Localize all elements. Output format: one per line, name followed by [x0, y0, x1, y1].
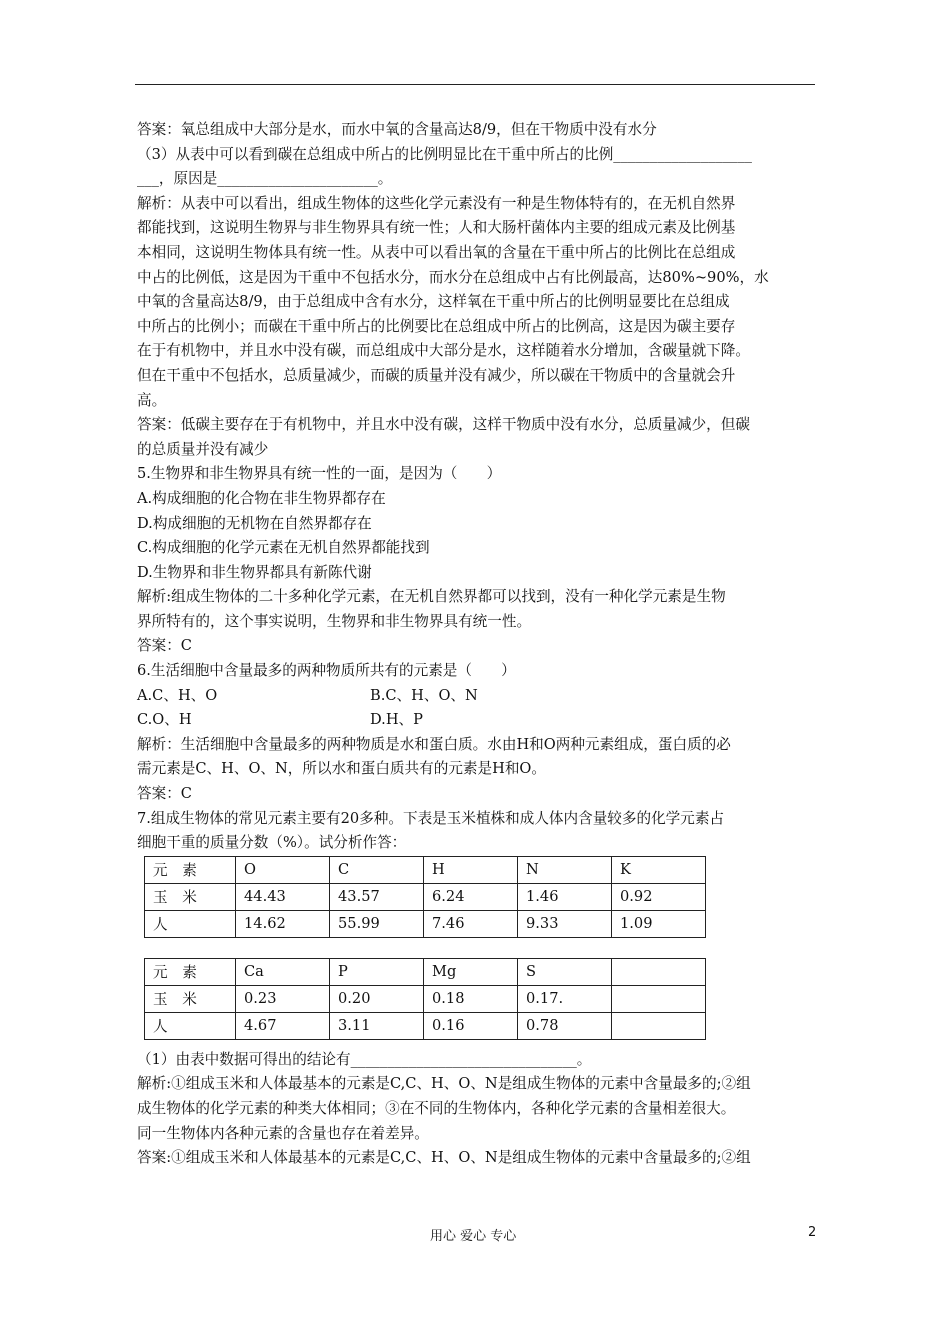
text-line: D.构成细胞的无机物在自然界都存在	[137, 514, 372, 532]
table-cell: 43.57	[330, 883, 424, 910]
table-header-cell: Mg	[424, 958, 518, 985]
table-cell: 0.17.	[518, 985, 612, 1012]
table-cell: 7.46	[424, 910, 518, 937]
table-row	[145, 910, 706, 937]
footer-text: 用心 爱心 专心	[430, 1229, 517, 1244]
text-line: 界所特有的，这个事实说明，生物界和非生物界具有统一性。	[137, 612, 532, 630]
table-cell: 0.78	[518, 1012, 612, 1039]
option-b: B.C、H、O、N	[370, 686, 478, 704]
table-cell: 3.11	[330, 1012, 424, 1039]
table-cell: 4.67	[236, 1012, 330, 1039]
text-line: A.构成细胞的化合物在非生物界都存在	[137, 489, 386, 507]
text-line: 在于有机物中，并且水中没有碳，而总组成中大部分是水，这样随着水分增加，含碳量就下降。	[137, 342, 750, 360]
text-line: 7.组成生物体的常见元素主要有20多种。下表是玉米植株和成人体内含量较多的化学元素占	[137, 809, 725, 827]
option-c: C.O、H	[137, 711, 192, 729]
table-cell: 人	[145, 910, 236, 937]
text-line: 6.生活细胞中含量最多的两种物质所共有的元素是（ ）	[137, 662, 516, 680]
table-row	[145, 985, 706, 1012]
text-line: 中氧的含量高达8/9，由于总组成中含有水分，这样氧在干重中所占的比例明显要比在总组成	[137, 293, 730, 311]
text-line: 答案：低碳主要存在于有机物中，并且水中没有碳，这样干物质中没有水分，总质量减少，但碳	[137, 416, 750, 434]
table-cell: 0.92	[612, 883, 706, 910]
table-header-cell: 元 素	[145, 856, 236, 883]
text-line: 但在干重中不包括水，总质量减少，而碳的质量并没有减少，所以碳在干物质中的含量就会升	[137, 366, 736, 384]
table-cell: 1.46	[518, 883, 612, 910]
table-cell: 玉 米	[145, 883, 236, 910]
text-line: （3）从表中可以看到碳在总组成中所占的比例明显比在干重中所占的比例___________________	[137, 145, 752, 163]
element-table-1	[144, 856, 706, 938]
text-line: 解析：从表中可以看出，组成生物体的这些化学元素没有一种是生物体特有的，在无机自然界	[137, 194, 736, 212]
table-header-cell: S	[518, 958, 612, 985]
table-header-cell: H	[424, 856, 518, 883]
text-line: 的总质量并没有减少	[137, 440, 269, 458]
text-line: 答案：C	[137, 785, 192, 803]
text-line: 答案：C	[137, 637, 192, 655]
table-header-cell: P	[330, 958, 424, 985]
q6-options-row-2	[137, 708, 817, 733]
table-row	[145, 958, 706, 985]
page-content	[137, 118, 817, 1171]
table-cell: 0.23	[236, 985, 330, 1012]
text-block-1	[137, 118, 817, 684]
element-table-2	[144, 958, 706, 1040]
text-line: C.构成细胞的化学元素在无机自然界都能找到	[137, 539, 430, 557]
table-header-cell: C	[330, 856, 424, 883]
text-line: D.生物界和非生物界都具有新陈代谢	[137, 563, 372, 581]
table-cell: 0.16	[424, 1012, 518, 1039]
table-header-cell: O	[236, 856, 330, 883]
text-line: 细胞干重的质量分数（%）。试分析作答：	[137, 834, 407, 852]
text-line: 答案：氧总组成中大部分是水，而水中氧的含量高达8/9，但在干物质中没有水分	[137, 121, 657, 138]
text-line: 高。	[137, 391, 167, 409]
text-line: 解析:组成生物体的二十多种化学元素，在无机自然界都可以找到，没有一种化学元素是生物	[137, 588, 726, 606]
table-row	[145, 1012, 706, 1039]
text-line: ___，原因是______________________。	[137, 170, 393, 188]
table-header-cell	[612, 958, 706, 985]
text-line: 解析：生活细胞中含量最多的两种物质是水和蛋白质。水由H和O两种元素组成，蛋白质的必	[137, 735, 731, 753]
table-cell	[612, 985, 706, 1012]
table-header-cell: N	[518, 856, 612, 883]
text-line: 中占的比例低，这是因为干重中不包括水分，而水分在总组成中占有比例最高，达80%~90%，水	[137, 268, 769, 286]
table-cell: 1.09	[612, 910, 706, 937]
header-rule	[135, 84, 815, 85]
table-cell: 55.99	[330, 910, 424, 937]
text-line: 解析:①组成玉米和人体最基本的元素是C,C、H、O、N是组成生物体的元素中含量最多的;②组	[137, 1075, 751, 1093]
text-block-2	[137, 733, 817, 856]
table-cell: 14.62	[236, 910, 330, 937]
table-cell: 人	[145, 1012, 236, 1039]
text-line: 需元素是C、H、O、N，所以水和蛋白质共有的元素是H和O。	[137, 760, 546, 778]
table-cell: 6.24	[424, 883, 518, 910]
table-cell: 0.20	[330, 985, 424, 1012]
text-line: 同一生物体内各种元素的含量也存在着差异。	[137, 1124, 429, 1142]
text-line: 本相同，这说明生物体具有统一性。从表中可以看出氧的含量在干重中所占的比例比在总组成	[137, 243, 736, 261]
table-row	[145, 856, 706, 883]
text-line: 5.生物界和非生物界具有统一性的一面，是因为（ ）	[137, 465, 502, 483]
option-a: A.C、H、O	[137, 686, 218, 704]
text-line: 答案:①组成玉米和人体最基本的元素是C,C、H、O、N是组成生物体的元素中含量最多的;②组	[137, 1149, 751, 1167]
text-line: 中所占的比例小；而碳在干重中所占的比例要比在总组成中所占的比例高，这是因为碳主要存	[137, 317, 736, 335]
table-cell: 玉 米	[145, 985, 236, 1012]
table-cell: 0.18	[424, 985, 518, 1012]
q6-options-row-1	[137, 684, 817, 709]
table-row	[145, 883, 706, 910]
table-header-cell: 元 素	[145, 958, 236, 985]
option-d: D.H、P	[370, 711, 423, 729]
text-line: （1）由表中数据可得出的结论有_______________________________。	[137, 1050, 592, 1068]
table-cell: 9.33	[518, 910, 612, 937]
text-block-3	[137, 1048, 817, 1171]
page-number: 2	[808, 1225, 817, 1240]
table-cell	[612, 1012, 706, 1039]
table-header-cell: K	[612, 856, 706, 883]
table-cell: 44.43	[236, 883, 330, 910]
text-line: 都能找到，这说明生物界与非生物界具有统一性；人和大肠杆菌体内主要的组成元素及比例基	[137, 219, 736, 237]
text-line: 成生物体的化学元素的种类大体相同；③在不同的生物体内，各种化学元素的含量相差很大。	[137, 1100, 736, 1117]
table-header-cell: Ca	[236, 958, 330, 985]
